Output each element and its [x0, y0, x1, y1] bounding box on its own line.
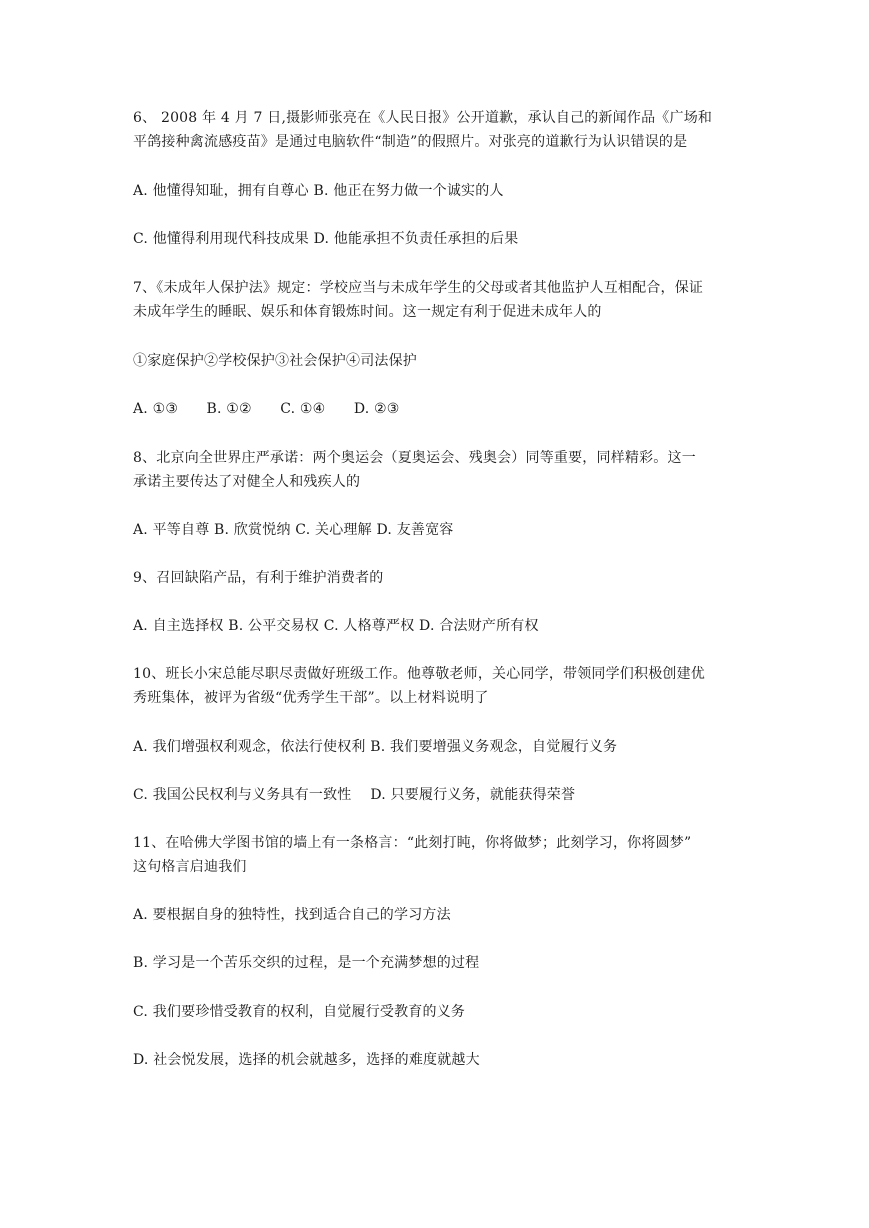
q8-stem-line-2: 承诺主要传达了对健全人和残疾人的	[133, 474, 361, 490]
q10-options-cd: C. 我国公民权利与义务具有一致性 D. 只要履行义务，就能获得荣誉	[133, 787, 576, 803]
q7-stem-line-2: 未成年学生的睡眠、娱乐和体育锻炼时间。这一规定有利于促进未成年人的	[133, 304, 602, 320]
q7-stem-line-1: 7、《未成年人保护法》规定：学校应当与未成年学生的父母或者其他监护人互相配合，保证	[133, 280, 704, 296]
q7-choices: ①家庭保护②学校保护③社会保护④司法保护	[133, 353, 417, 369]
q9-options: A. 自主选择权 B. 公平交易权 C. 人格尊严权 D. 合法财产所有权	[133, 618, 539, 634]
q11-stem-line-2: 这句格言启迪我们	[133, 859, 247, 875]
q10-options-ab: A. 我们增强权利观念，依法行使权利 B. 我们要增强义务观念，自觉履行义务	[133, 739, 618, 755]
q6-options-cd: C. 他懂得利用现代科技成果 D. 他能承担不负责任承担的后果	[133, 231, 519, 247]
q11-stem-line-1: 11、在哈佛大学图书馆的墙上有一条格言：“此刻打盹，你将做梦；此刻学习，你将圆梦”	[133, 835, 692, 851]
q11-option-a: A. 要根据自身的独特性，找到适合自己的学习方法	[133, 907, 451, 923]
q10-stem-line-1: 10、班长小宋总能尽职尽责做好班级工作。他尊敬老师，关心同学，带领同学们积极创建优	[133, 666, 706, 682]
q10-stem-line-2: 秀班集体，被评为省级“优秀学生干部”。以上材料说明了	[133, 690, 489, 706]
q8-stem-line-1: 8、北京向全世界庄严承诺：两个奥运会（夏奥运会、残奥会）同等重要，同样精彩。这一	[133, 450, 696, 466]
q7-options: A. ①③ B. ①② C. ①④ D. ②③	[133, 401, 400, 417]
q11-option-d: D. 社会悦发展，选择的机会就越多，选择的难度就越大	[133, 1052, 480, 1068]
q6-options-ab: A. 他懂得知耻，拥有自尊心 B. 他正在努力做一个诚实的人	[133, 183, 504, 199]
q6-stem-line-1: 6、 2008 年 4 月 7 日,摄影师张亮在《人民日报》公开道歉，承认自己的新闻作品《广场和	[133, 110, 713, 126]
q6-stem-line-2: 平鸽接种禽流感疫苗》是通过电脑软件“制造”的假照片。对张亮的道歉行为认识错误的是	[133, 134, 688, 150]
q8-options: A. 平等自尊 B. 欣赏悦纳 C. 关心理解 D. 友善宽容	[133, 522, 454, 538]
q9-stem: 9、召回缺陷产品，有利于维护消费者的	[133, 570, 384, 586]
q11-option-b: B. 学习是一个苦乐交织的过程，是一个充满梦想的过程	[133, 955, 480, 971]
q11-option-c: C. 我们要珍惜受教育的权利，自觉履行受教育的义务	[133, 1004, 466, 1020]
